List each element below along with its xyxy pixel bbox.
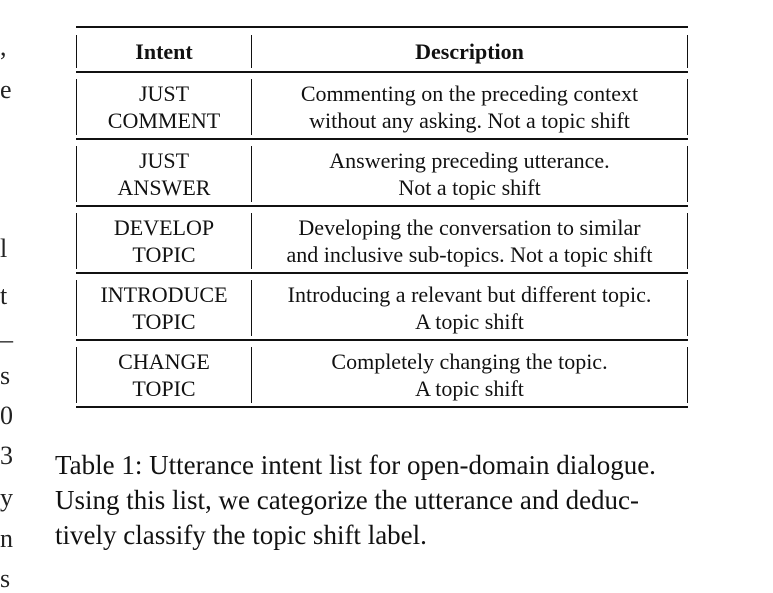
intent-line: CHANGE <box>118 349 210 374</box>
intent-cell <box>76 146 252 202</box>
left-margin-text-fragments <box>0 0 14 593</box>
header-intent: Intent <box>76 35 252 68</box>
table-rule <box>76 205 688 207</box>
margin-glyph: 0 <box>0 401 13 430</box>
intent-line: DEVELOP <box>113 215 215 240</box>
table-rule <box>76 272 688 274</box>
intent-line: COMMENT <box>107 108 221 133</box>
description-cell <box>252 347 688 403</box>
margin-glyph: t <box>0 281 8 310</box>
table-header-row <box>76 35 688 68</box>
table-caption <box>55 448 735 553</box>
description-line: A topic shift <box>415 309 524 334</box>
margin-glyph: 3 <box>0 441 13 470</box>
intent-table <box>76 26 688 408</box>
intent-line: JUST <box>138 148 190 173</box>
intent-line: TOPIC <box>132 242 196 267</box>
description-line: A topic shift <box>415 376 524 401</box>
table-rule <box>76 138 688 140</box>
intent-line: ANSWER <box>117 175 211 200</box>
table-row <box>76 79 688 135</box>
table-rule <box>76 71 688 73</box>
description-cell <box>252 280 688 336</box>
table-bottom-rule <box>76 406 688 408</box>
intent-cell <box>76 280 252 336</box>
intent-line: INTRODUCE <box>100 282 228 307</box>
margin-glyph: l <box>0 234 8 263</box>
description-cell <box>252 79 688 135</box>
table-row <box>76 280 688 336</box>
description-line: without any asking. Not a topic shift <box>309 108 630 133</box>
description-cell <box>252 146 688 202</box>
table-rule <box>76 339 688 341</box>
description-line: Answering preceding utterance. <box>329 148 610 173</box>
caption-line: Using this list, we categorize the utterance and deduc- <box>55 485 640 515</box>
margin-glyph: s <box>0 361 11 390</box>
intent-line: TOPIC <box>132 376 196 401</box>
margin-glyph: _ <box>0 316 13 345</box>
description-line: Not a topic shift <box>398 175 541 200</box>
description-line: Developing the conversation to similar <box>298 215 641 240</box>
table-row <box>76 146 688 202</box>
table-row <box>76 213 688 269</box>
description-line: Commenting on the preceding context <box>300 81 639 106</box>
intent-cell <box>76 347 252 403</box>
caption-line: tively classify the topic shift label. <box>55 520 427 550</box>
caption-line: Table 1: Utterance intent list for open-domain dialogue. <box>55 450 656 480</box>
margin-glyph: , <box>0 32 7 61</box>
description-line: Introducing a relevant but different topic. <box>287 282 652 307</box>
table-row <box>76 347 688 403</box>
intent-line: TOPIC <box>132 309 196 334</box>
description-line: Completely changing the topic. <box>331 349 608 374</box>
margin-glyph: e <box>0 75 12 104</box>
description-line: and inclusive sub-topics. Not a topic shift <box>286 242 653 267</box>
header-description: Description <box>252 35 688 68</box>
intent-line: JUST <box>138 81 190 106</box>
margin-glyph: s <box>0 564 11 593</box>
description-cell <box>252 213 688 269</box>
intent-cell <box>76 79 252 135</box>
margin-glyph: n <box>0 524 13 553</box>
table-top-rule <box>76 26 688 28</box>
intent-cell <box>76 213 252 269</box>
margin-glyph: y <box>0 483 13 512</box>
